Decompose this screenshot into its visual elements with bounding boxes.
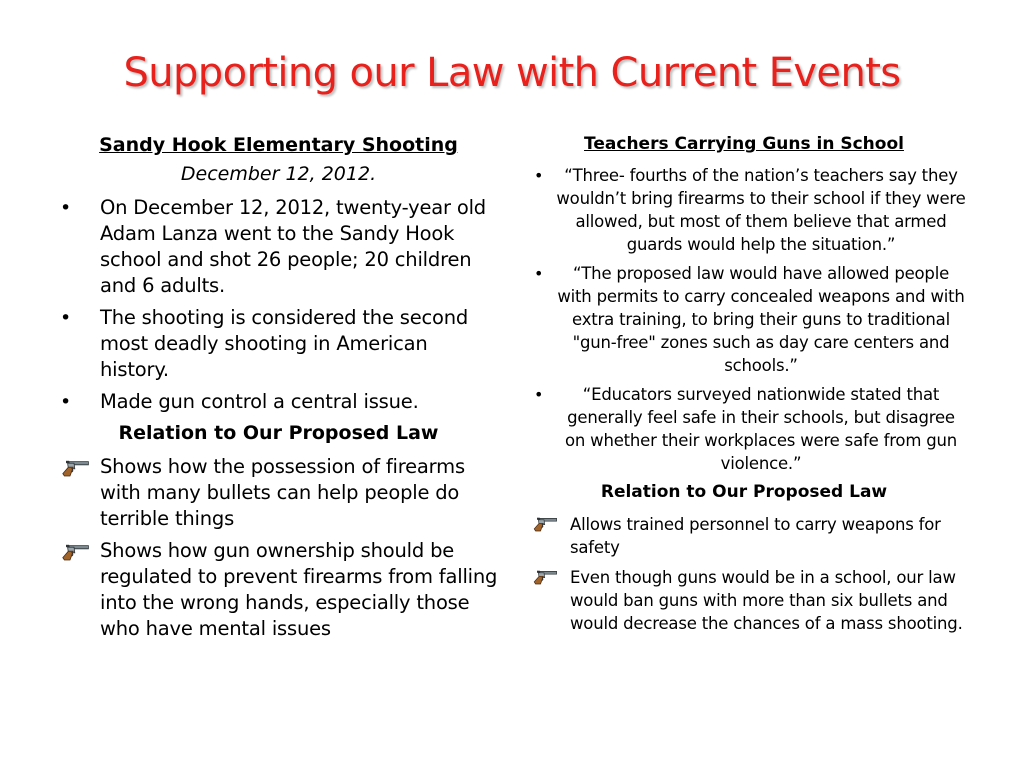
quote-text: “Three- fourths of the nation’s teachers say they wouldn’t bring firearms to their school if they were allowed, but most of them believe that armed guards would help the situation.” (556, 166, 966, 254)
bullet-text: Made gun control a central issue. (100, 390, 419, 413)
right-heading: Teachers Carrying Guns in School (584, 134, 904, 154)
left-relation-heading: Relation to Our Proposed Law (118, 422, 439, 444)
relation-text: Shows how gun ownership should be regulated to prevent firearms from falling into the wrong hands, especially those who have mental issues (100, 539, 498, 640)
bullet-dot-icon: • (60, 197, 72, 219)
list-item (56, 389, 501, 415)
list-item (520, 262, 968, 377)
list-item (520, 566, 968, 635)
list-item (56, 305, 501, 383)
right-relation-heading: Relation to Our Proposed Law (600, 482, 888, 502)
left-column (56, 130, 501, 642)
revolver-icon (58, 458, 90, 478)
list-item (520, 164, 968, 256)
bullet-dot-icon: • (60, 391, 72, 413)
quote-text: “The proposed law would have allowed people with permits to carry concealed weapons and with extra training, to bring their guns to traditional "gun-free" zones such as day care centers and schools.” (557, 264, 965, 375)
list-item (520, 383, 968, 475)
left-heading: Sandy Hook Elementary Shooting (99, 134, 458, 156)
right-column (520, 130, 968, 635)
list-item (56, 454, 501, 532)
right-relation-list (520, 513, 968, 635)
revolver-icon (58, 542, 90, 562)
relation-text: Shows how the possession of firearms with many bullets can help people do terrible things (100, 455, 465, 530)
relation-text: Allows trained personnel to carry weapons for safety (570, 515, 941, 557)
left-date: December 12, 2012. (180, 163, 377, 185)
revolver-icon (530, 568, 558, 586)
left-relation-list (56, 454, 501, 642)
bullet-text: On December 12, 2012, twenty-year old Adam Lanza went to the Sandy Hook school and shot 26 people; 20 children and 6 adults. (100, 196, 486, 297)
list-item (56, 538, 501, 642)
bullet-text: The shooting is considered the second most deadly shooting in American history. (100, 306, 469, 381)
list-item (520, 513, 968, 559)
right-bullet-list (520, 164, 968, 475)
bullet-dot-icon: • (534, 385, 544, 404)
slide-title: Supporting our Law with Current Events (123, 50, 901, 96)
quote-text: “Educators surveyed nationwide stated that generally feel safe in their schools, but disagree on whether their workplaces were safe from gun violence.” (564, 385, 958, 473)
revolver-icon (530, 515, 558, 533)
bullet-dot-icon: • (534, 264, 544, 283)
bullet-dot-icon: • (60, 307, 72, 329)
bullet-dot-icon: • (534, 166, 544, 185)
left-bullet-list (56, 195, 501, 415)
relation-text: Even though guns would be in a school, our law would ban guns with more than six bullets and would decrease the chances of a mass shooting. (570, 568, 963, 633)
list-item (56, 195, 501, 299)
